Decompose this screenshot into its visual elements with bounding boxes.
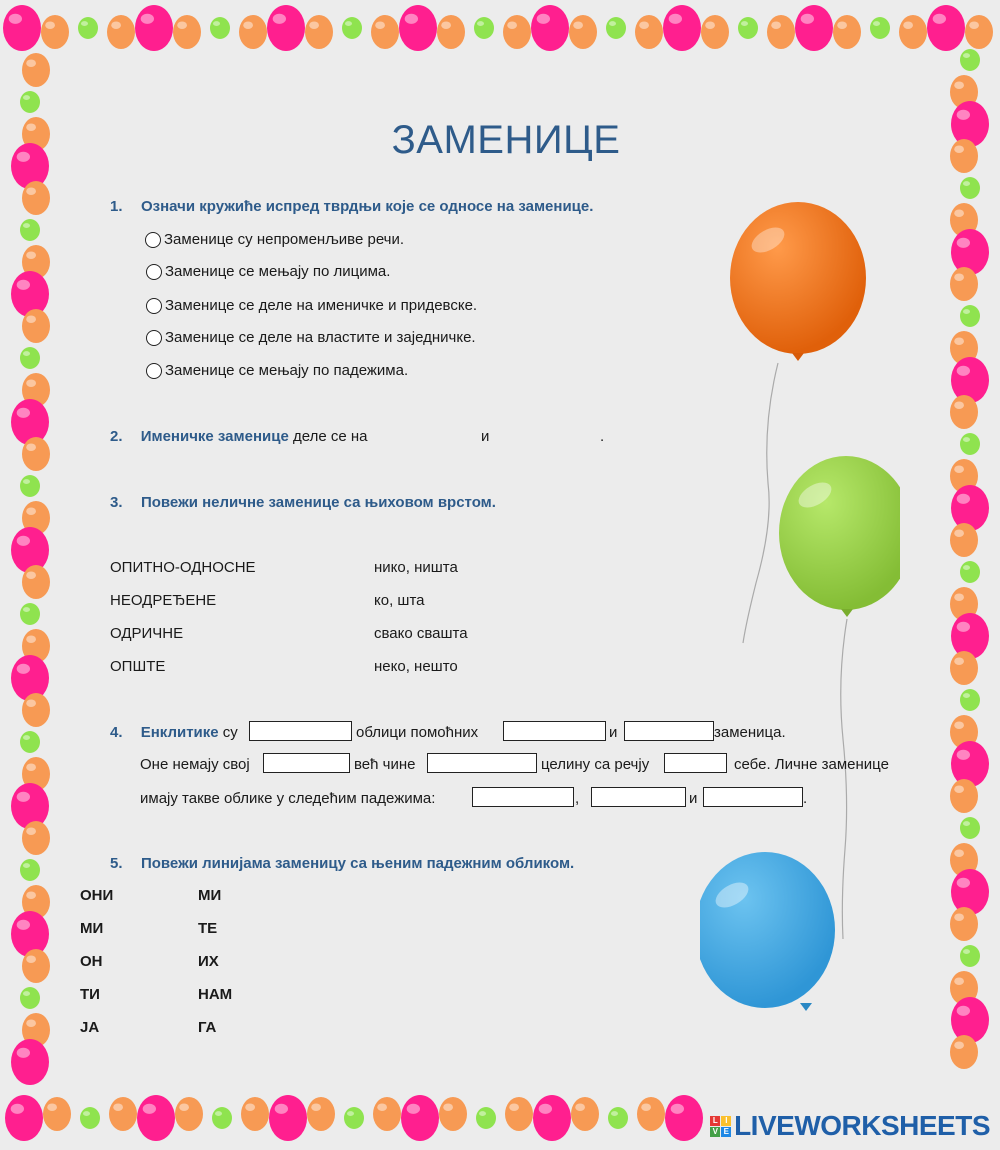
question-2-lead: Именичке заменице (140, 428, 289, 445)
border-balloon (437, 15, 465, 49)
border-balloon (951, 997, 989, 1043)
question-4-number: 4. (110, 724, 123, 741)
question-3-number: 3. (110, 494, 123, 511)
border-balloon (11, 1039, 49, 1085)
option-label: Заменице се мењају по падежима. (165, 362, 409, 379)
border-balloon (78, 17, 98, 39)
match-right-4[interactable]: неко, нешто (374, 658, 458, 675)
border-balloon (571, 1097, 599, 1131)
border-balloon (951, 357, 989, 403)
radio-circle[interactable] (146, 363, 162, 379)
question-3-text: Повежи неличне заменице са њиховом врстом. (140, 494, 496, 511)
border-balloon (505, 1097, 533, 1131)
border-balloon (80, 1107, 100, 1129)
border-balloon (20, 475, 40, 497)
border-balloon (960, 561, 980, 583)
border-balloon (474, 17, 494, 39)
border-balloon (22, 757, 50, 791)
border-balloon (20, 731, 40, 753)
answer-blank-4d[interactable] (263, 753, 350, 773)
border-balloon (833, 15, 861, 49)
question-4-line2b: већ чине (354, 756, 416, 773)
question-2-text: деле се на (292, 428, 368, 445)
border-balloon (11, 911, 49, 957)
border-balloon (137, 1095, 175, 1141)
border-balloon (401, 1095, 439, 1141)
logo-text: LIVEWORKSHEETS (734, 1110, 990, 1141)
border-balloon (950, 203, 978, 237)
question-4-dot: . (803, 790, 808, 807)
border-balloon (109, 1097, 137, 1131)
border-balloon (701, 15, 729, 49)
border-balloon (22, 373, 50, 407)
border-balloon (22, 53, 50, 87)
border-balloon (307, 1097, 335, 1131)
border-balloon (5, 1095, 43, 1141)
border-balloon (569, 15, 597, 49)
border-balloon (11, 783, 49, 829)
border-balloon (269, 1095, 307, 1141)
border-balloon (22, 437, 50, 471)
border-balloon (950, 1035, 978, 1069)
border-balloon (20, 987, 40, 1009)
question-2-number: 2. (110, 428, 123, 445)
pronoun-right-1[interactable]: МИ (198, 887, 222, 904)
border-balloon (663, 5, 701, 51)
match-left-1[interactable]: ОПИТНО-ОДНОСНЕ (110, 559, 256, 576)
border-balloon (107, 15, 135, 49)
border-balloon (503, 15, 531, 49)
pronoun-left-1[interactable]: ОНИ (80, 887, 114, 904)
liveworksheets-logo[interactable] (710, 1110, 990, 1142)
answer-blank-4a[interactable] (249, 721, 352, 741)
border-balloon (960, 177, 980, 199)
border-balloon (22, 885, 50, 919)
border-balloon (305, 15, 333, 49)
page-title: ЗАМЕНИЦЕ (391, 118, 621, 162)
question-4 (110, 724, 238, 741)
border-balloon (635, 15, 663, 49)
border-balloon (950, 715, 978, 749)
radio-circle[interactable] (146, 298, 162, 314)
border-balloon (965, 15, 993, 49)
border-balloon (960, 49, 980, 71)
border-balloon (22, 181, 50, 215)
question-2-end: . (600, 428, 605, 445)
pronoun-left-5[interactable]: ЈА (80, 1019, 100, 1036)
border-balloon (135, 5, 173, 51)
border-balloon (950, 651, 978, 685)
question-4-i: и (609, 724, 618, 741)
match-right-3[interactable]: свако свашта (374, 625, 468, 642)
border-balloon (951, 229, 989, 275)
border-balloon (950, 331, 978, 365)
border-balloon (43, 1097, 71, 1131)
border-balloon (3, 5, 41, 51)
answer-blank-4c[interactable] (624, 721, 714, 741)
pronoun-right-2[interactable]: ТЕ (198, 920, 218, 937)
border-balloon (899, 15, 927, 49)
border-balloon (950, 523, 978, 557)
border-balloon (531, 5, 569, 51)
border-balloon (950, 587, 978, 621)
match-right-2[interactable]: ко, шта (374, 592, 425, 609)
question-2-and: и (481, 428, 490, 445)
answer-blank-4b[interactable] (503, 721, 606, 741)
border-balloon (950, 459, 978, 493)
border-balloon (960, 305, 980, 327)
pronoun-right-3[interactable]: ИХ (198, 953, 219, 970)
answer-blank-4f[interactable] (664, 753, 727, 773)
border-balloon (665, 1095, 703, 1141)
option-3[interactable] (146, 297, 477, 314)
match-left-2[interactable]: НЕОДРЕЂЕНЕ (110, 592, 217, 609)
option-label: Заменице се мењају по лицима. (165, 263, 391, 280)
border-balloon (175, 1097, 203, 1131)
match-right-1[interactable]: нико, ништа (374, 559, 458, 576)
border-balloon (212, 1107, 232, 1129)
border-balloon (795, 5, 833, 51)
pronoun-right-4[interactable]: НАМ (198, 986, 233, 1003)
border-balloon (11, 271, 49, 317)
answer-blank-4i[interactable] (703, 787, 803, 807)
question-1-text: Означи кружиће испред тврдњи које се односе на заменице. (140, 198, 594, 215)
radio-circle[interactable] (146, 264, 162, 280)
question-2 (110, 428, 367, 445)
border-balloon (950, 267, 978, 301)
decorative-balloons (700, 195, 900, 1055)
border-balloon (22, 1013, 50, 1047)
border-balloon (371, 15, 399, 49)
border-balloon (960, 817, 980, 839)
border-balloon (950, 907, 978, 941)
border-balloon (342, 17, 362, 39)
border-balloon (22, 245, 50, 279)
question-4-oblici: облици помоћних (356, 724, 479, 741)
blue-balloon (700, 852, 835, 1011)
border-balloon (950, 843, 978, 877)
border-balloon (20, 859, 40, 881)
question-3 (110, 494, 496, 512)
border-balloon (22, 565, 50, 599)
question-5-number: 5. (110, 855, 123, 872)
border-balloon (11, 399, 49, 445)
option-1[interactable] (145, 231, 404, 248)
border-balloon (608, 1107, 628, 1129)
border-balloon (20, 347, 40, 369)
answer-blank-4h[interactable] (591, 787, 686, 807)
border-balloon (41, 15, 69, 49)
border-balloon (239, 15, 267, 49)
border-balloon (20, 91, 40, 113)
border-balloon (767, 15, 795, 49)
border-balloon (950, 971, 978, 1005)
border-balloon (950, 395, 978, 429)
border-balloon (20, 603, 40, 625)
match-left-3[interactable]: ОДРИЧНЕ (110, 625, 184, 642)
border-balloon (960, 433, 980, 455)
border-balloon (399, 5, 437, 51)
question-4-line2c: целину са речју (541, 756, 650, 773)
option-2[interactable] (146, 263, 390, 280)
answer-blank-4g[interactable] (472, 787, 574, 807)
border-balloon (344, 1107, 364, 1129)
border-balloon (637, 1097, 665, 1131)
question-5-text: Повежи линијама заменицу са њеним падежним обликом. (140, 855, 575, 872)
border-balloon (173, 15, 201, 49)
border-balloon (533, 1095, 571, 1141)
question-1 (110, 198, 593, 216)
question-4-su: су (222, 724, 238, 741)
border-balloon (951, 741, 989, 787)
logo-badge-icon: L I V E (710, 1116, 731, 1137)
question-5 (110, 855, 574, 873)
border-balloon (951, 869, 989, 915)
border-balloon (22, 501, 50, 535)
question-4-lead: Енклитике (140, 724, 219, 741)
border-balloon (951, 613, 989, 659)
border-balloon (210, 17, 230, 39)
option-label: Заменице се деле на властите и заједничке. (165, 329, 476, 346)
pronoun-right-5[interactable]: ГА (198, 1019, 217, 1036)
pronoun-left-4[interactable]: ТИ (80, 986, 100, 1003)
radio-circle[interactable] (145, 232, 161, 248)
border-balloon (11, 655, 49, 701)
question-4-line2d: себе. Личне заменице (734, 756, 889, 773)
border-balloon (870, 17, 890, 39)
border-balloon (960, 945, 980, 967)
answer-blank-4e[interactable] (427, 753, 537, 773)
border-balloon (20, 219, 40, 241)
border-balloon (950, 779, 978, 813)
border-balloon (951, 485, 989, 531)
match-left-4[interactable]: ОПШТЕ (110, 658, 166, 675)
border-balloon (476, 1107, 496, 1129)
border-balloon (267, 5, 305, 51)
question-4-comma: , (575, 790, 580, 807)
border-balloon (439, 1097, 467, 1131)
question-4-zamenica: заменица. (714, 724, 786, 741)
option-label: Заменице се деле на именичке и придевске. (165, 297, 478, 314)
option-4[interactable] (146, 329, 476, 346)
border-balloon (22, 629, 50, 663)
border-balloon (738, 17, 758, 39)
question-4-line2a: Оне немају свој (140, 756, 250, 773)
question-4-line3a: имају такве облике у следећим падежима: (140, 790, 436, 807)
answer-blank-2b[interactable] (493, 424, 598, 448)
border-balloon (950, 75, 978, 109)
border-balloon (22, 821, 50, 855)
border-balloon (11, 527, 49, 573)
border-balloon (960, 689, 980, 711)
border-balloon (22, 693, 50, 727)
option-label: Заменице су непроменљиве речи. (164, 231, 405, 248)
border-balloon (241, 1097, 269, 1131)
border-balloon (606, 17, 626, 39)
answer-blank-2a[interactable] (385, 424, 477, 448)
pronoun-left-2[interactable]: МИ (80, 920, 104, 937)
border-balloon (22, 309, 50, 343)
border-balloon (22, 949, 50, 983)
border-balloon (373, 1097, 401, 1131)
option-5[interactable] (146, 362, 408, 379)
border-balloon (927, 5, 965, 51)
question-1-number: 1. (110, 198, 123, 215)
question-4-i2: и (689, 790, 698, 807)
pronoun-left-3[interactable]: ОН (80, 953, 103, 970)
radio-circle[interactable] (146, 330, 162, 346)
